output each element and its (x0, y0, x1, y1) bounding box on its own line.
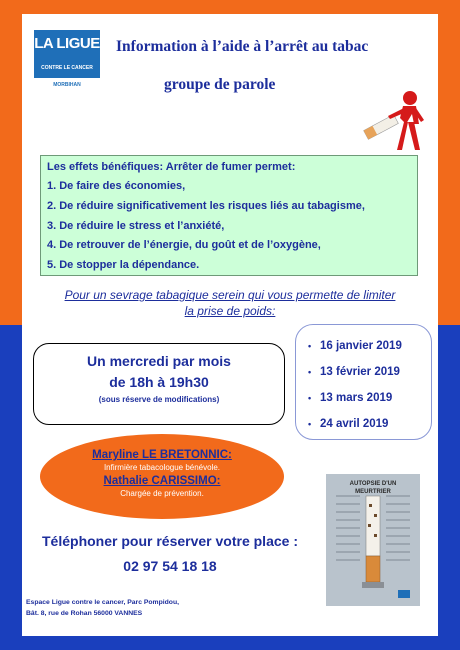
poster-cigarette-graphic (332, 490, 414, 602)
bullet-icon: • (308, 419, 312, 429)
autopsie-poster-image (326, 474, 420, 606)
contact-name: Nathalie CARISSIMO: (103, 475, 221, 487)
logo-main-text: LA LIGUE (34, 35, 100, 52)
address-block (26, 597, 286, 619)
bullet-icon: • (308, 367, 312, 377)
benefit-item: 1. De faire des économies, (47, 180, 186, 192)
benefits-box (40, 155, 418, 276)
schedule-note: (sous réserve de modifications) (98, 395, 220, 404)
logo-sub-text: CONTRE LE CANCER (41, 65, 93, 71)
bullet-icon: • (308, 341, 312, 351)
date-text: 24 avril 2019 (320, 418, 389, 430)
sevrage-line: Pour un sevrage tabagique serein qui vous permette de limiter (64, 288, 396, 302)
contact-role: Chargée de prévention. (120, 489, 204, 498)
ligue-logo (34, 30, 100, 78)
date-text: 13 mars 2019 (320, 392, 393, 404)
date-text: 16 janvier 2019 (320, 340, 402, 352)
date-item (308, 337, 431, 363)
bullet-icon: • (308, 393, 312, 403)
page-title: Information à l’aide à l’arrêt au tabac (116, 38, 369, 55)
benefit-item: 4. De retrouver de l’énergie, du goût et de l’oxygène, (47, 239, 321, 252)
logo-region-text: MORBIHAN (53, 82, 81, 88)
cigarette-icon (364, 115, 399, 140)
date-text: 13 février 2019 (320, 366, 400, 378)
date-item (308, 415, 431, 441)
date-item (308, 389, 431, 415)
schedule-frequency: Un mercredi par mois (87, 353, 231, 369)
benefit-item: 3. De réduire le stress et l’anxiété, (47, 219, 225, 232)
benefits-heading: Les effets bénéfiques: Arrêter de fumer permet: (47, 161, 296, 173)
date-item (308, 363, 431, 389)
sevrage-note (32, 287, 428, 319)
flyer-sheet (22, 14, 438, 636)
benefit-item: 5. De stopper la dépendance. (47, 259, 200, 272)
dates-box (295, 324, 432, 440)
page-subtitle: groupe de parole (164, 76, 276, 93)
schedule-box (33, 343, 285, 425)
sevrage-line: la prise de poids: (184, 304, 276, 318)
contact-name: Maryline LE BRETONNIC: (92, 449, 232, 461)
contact-role: Infirmière tabacologue bénévole. (103, 463, 221, 472)
address-line: Bât. 8, rue de Rohan 56000 VANNES (26, 610, 143, 617)
phone-number: 02 97 54 18 18 (123, 558, 217, 574)
breaking-cigarette-illustration (362, 88, 432, 154)
contacts-ellipse (40, 434, 284, 519)
phone-instruction: Téléphoner pour réserver votre place : (42, 533, 298, 549)
schedule-hours: de 18h à 19h30 (109, 374, 209, 390)
address-line: Espace Ligue contre le cancer, Parc Pompidou, (26, 599, 179, 606)
poster-title: AUTOPSIE D'UN MEURTRIER (349, 481, 397, 495)
benefit-item: 2. De réduire significativement les risques liés au tabagisme, (47, 199, 365, 212)
